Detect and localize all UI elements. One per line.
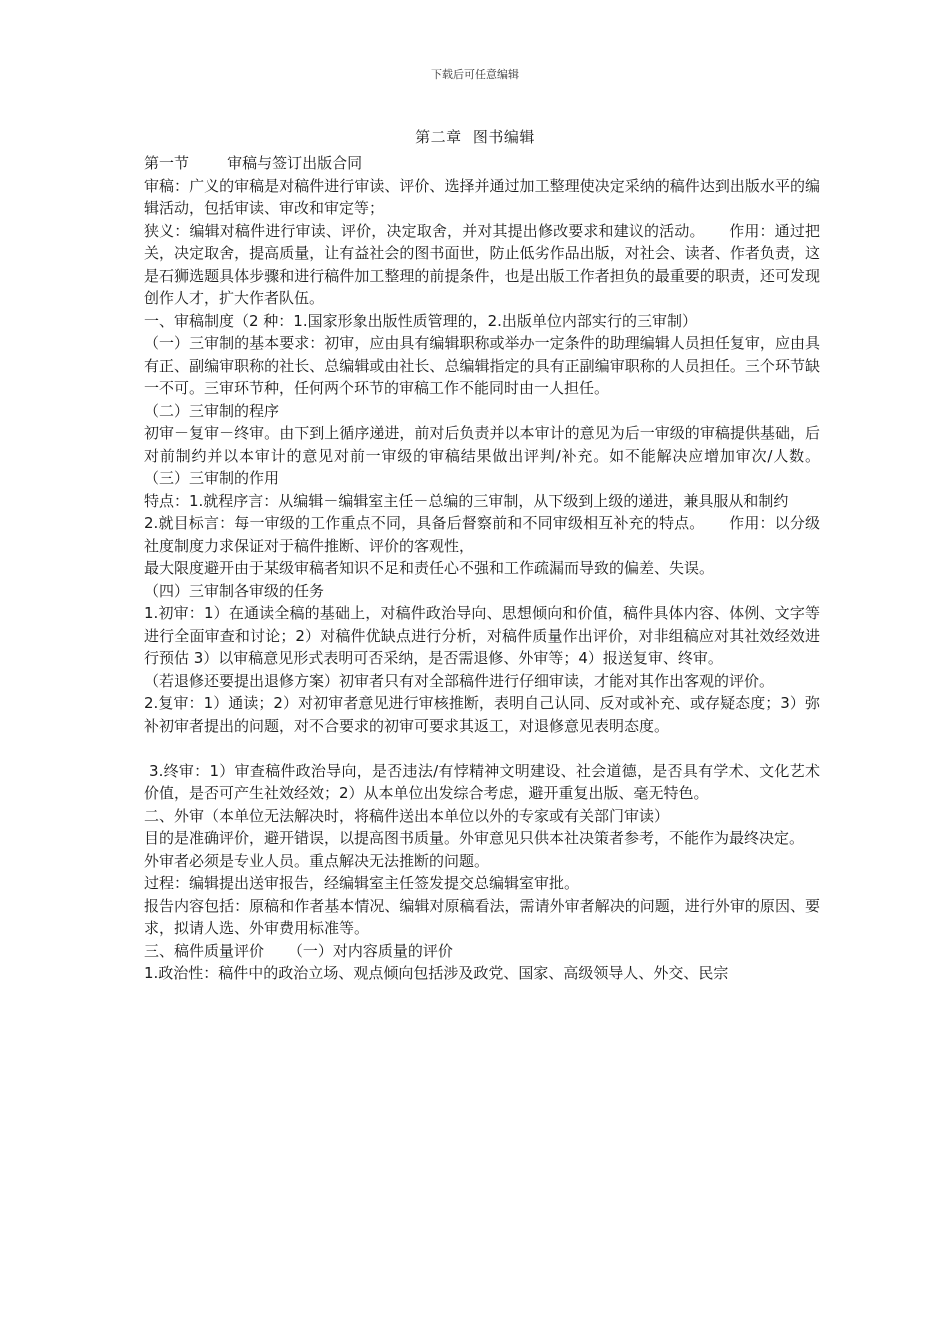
section-heading: 第一节 审稿与签订出版合同 [144, 154, 363, 172]
paragraph: 2.复审：1）通读；2）对初审者意见进行审核推断，表明自己认同、反对或补充、或存疑态度；3）弥补初审者提出的问题，对不合要求的初审可要求其返工，对退修意见表明态度。 [144, 694, 820, 735]
paragraph: 报告内容包括：原稿和作者基本情况、编辑对原稿看法，需请外审者解决的问题，进行外审的原因、要求，拟请人选、外审费用标准等。 [144, 896, 820, 937]
paragraph: 特点：1.就程序言：从编辑－编辑室主任－总编的三审制，从下级到上级的递进，兼具服从和制约 [144, 491, 789, 510]
paragraph: 1.初审：1）在通读全稿的基础上，对稿件政治导向、思想倾向和价值，稿件具体内容、体例、文字等进行全面审查和讨论；2）对稿件优缺点进行分析，对稿件质量作出评价，对非组稿应对其社效经效进行预估 3）以审稿意见形式表明可否采纳，是否需退修、外审等；4）报送复审、终审。 [144, 604, 820, 667]
document-body [144, 152, 844, 985]
paragraph: 3.终审：1）审查稿件政治导向，是否违法/有悖精神文明建设、社会道德，是否具有学术、文化艺术价值，是否可产生社效经效；2）从本单位出发综合考虑，避开重复出版、毫无特色。 [144, 761, 820, 802]
paragraph: 1.政治性：稿件中的政治立场、观点倾向包括涉及政党、国家、高级领导人、外交、民宗 [144, 964, 729, 982]
paragraph: （二）三审制的程序 [144, 401, 280, 420]
paragraph: 二、外审（本单位无法解决时，将稿件送出本单位以外的专家或有关部门审读） [144, 806, 670, 825]
paragraph: 过程：编辑提出送审报告，经编辑室主任签发提交总编辑室审批。 [144, 874, 580, 892]
paragraph: 狭义：编辑对稿件进行审读、评价，决定取舍，并对其提出修改要求和建议的活动。 作用：通过把关，决定取舍，提高质量，让有益社会的图书面世，防止低劣作品出版，对社会、读者、作者负责，这是石狮选题具体步骤和进行稿件加工整理的前提条件，也是出版工作者担负的最重要的职责，还可发现创作人才，扩大作者队伍。 [144, 221, 820, 307]
paragraph: （若退修还要提出退修方案）初审者只有对全部稿件进行仔细审读，才能对其作出客观的评价。 [144, 671, 775, 690]
paragraph: 外审者必须是专业人员。重点解决无法推断的问题。 [144, 851, 490, 870]
paragraph: 最大限度避开由于某级审稿者知识不足和责任心不强和工作疏漏而导致的偏差、失误。 [144, 559, 715, 577]
paragraph: （一）三审制的基本要求：初审，应由具有编辑职称或举办一定条件的助理编辑人员担任复审，应由具有正、副编审职称的社长、总编辑或由社长、总编辑指定的具有正副编审职称的人员担任。三个环节缺一不可。三审环节种，任何两个环节的审稿工作不能同时由一人担任。 [144, 334, 820, 397]
paragraph: 初审－复审－终审。由下到上循序递进，前对后负责并以本审计的意见为后一审级的审稿提供基础，后对前制约并以本审计的意见对前一审级的审稿结果做出评判/补充。如不能解决应增加审次/人数。 （三）三审制的作用 [144, 424, 844, 487]
page-header-note: 下载后可任意编辑 [431, 68, 519, 81]
chapter-title: 第二章 图书编辑 [415, 128, 535, 146]
paragraph: 目的是准确评价，避开错误，以提高图书质量。外审意见只供本社决策者参考，不能作为最终决定。 [144, 829, 805, 847]
paragraph: 2.就目标言：每一审级的工作重点不同，具备后督察前和不同审级相互补充的特点。 作用：以分级社度制度力求保证对于稿件推断、评价的客观性， [144, 514, 820, 555]
blank-line [144, 737, 820, 760]
paragraph: 一、审稿制度（2 种：1.国家形象出版性质管理的，2.出版单位内部实行的三审制） [144, 311, 697, 330]
paragraph: 三、稿件质量评价 （一）对内容质量的评价 [144, 941, 453, 960]
paragraph: （四）三审制各审级的任务 [144, 581, 325, 600]
paragraph: 审稿：广义的审稿是对稿件进行审读、评价、选择并通过加工整理使决定采纳的稿件达到出版水平的编辑活动，包括审读、审改和审定等； [144, 176, 820, 217]
